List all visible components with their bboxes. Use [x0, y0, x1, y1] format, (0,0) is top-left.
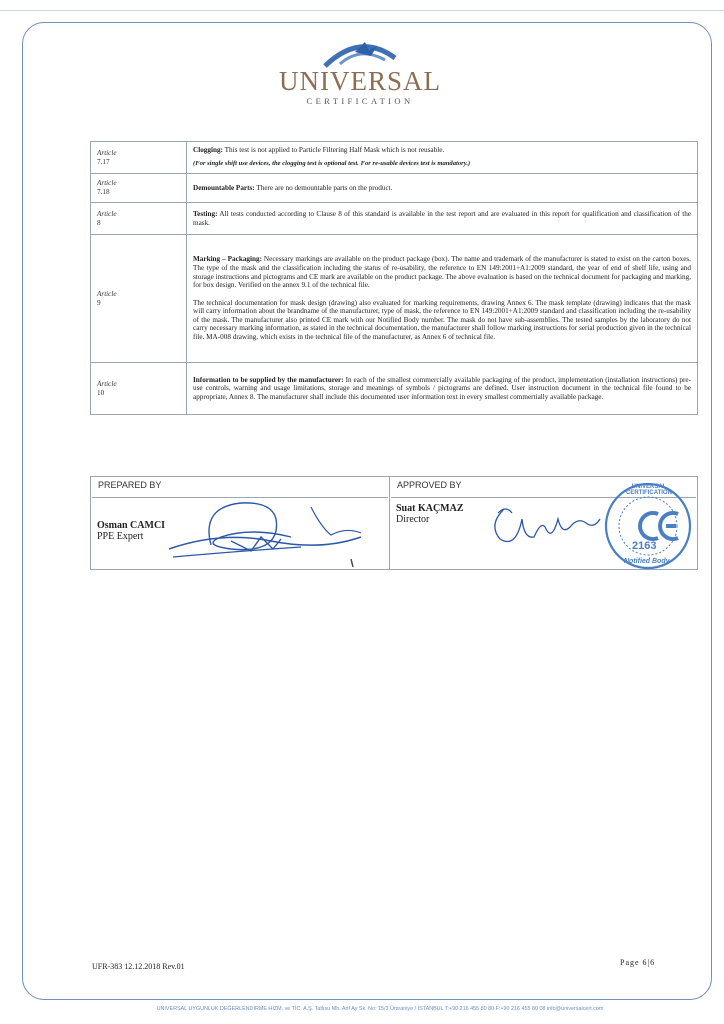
article-body: All tests conducted according to Clause 8 of this standard is available in the test report and are evaluated in this report for qualification and classification of the mask.: [193, 209, 691, 227]
article-title: Testing:: [193, 209, 218, 218]
prepared-label: PREPARED BY: [92, 478, 388, 498]
article-title: Clogging:: [193, 146, 223, 155]
article-word: Article: [97, 148, 117, 157]
prepared-signature: [161, 497, 371, 569]
stamp-bottom-text: Notified Body: [624, 558, 670, 565]
article-text: [187, 174, 698, 203]
article-label: [91, 203, 187, 235]
article-body-2: The technical documentation for mask design (drawing) also evaluated for marking requirements, drawing Annex 6. The mask template (drawing) indicates that the mask will carry information about the brandname of the manufacturer, type of mask, the reference to EN 149:2001+A1:2009 standard and classification including the re-usability of the mask. The manufacturer also printed CE mark with our Notified Body number. The mask do not have sub-assemblies. The tested samples by the laboratory do not carry necessary marking information, as stated in the technical documentation, the manufacturer shall follow marking instructions for serial production given in the technical file. MA-008 drawing, which exists in the technical file of the manufacturer, as Annex 6 of technical file.: [193, 298, 691, 342]
page-number: Page 6|6: [620, 958, 656, 967]
article-title: Marking – Packaging:: [193, 255, 262, 264]
article-body: In each of the smallest commercially available packaging of the product, implementation (installation instructions) pre-use controls, warning and usage limitations, storage and meanings of symbols / pictograms are defined. User instruction document in the technical file found to be appropriate, Annex 8. The manufacturer shall include this documented user information text in every smallest commertially available package.: [193, 375, 691, 401]
document-reference: UFR-383 12.12.2018 Rev.01: [92, 962, 185, 971]
table-row: [91, 142, 698, 174]
company-address: UNIVERSAL UYGUNLUK DEĞERLENDİRME HİZM. ve TİC. A.Ş. Tatlısu Mh. Arif Ay Sk. No: 15/3 Ümraniye / İSTANBUL T:+90 216 455 80 80 F:+90 216 455 80 08 info@universalcert.com: [156, 1006, 604, 1012]
approved-name: Suat KAÇMAZ: [396, 503, 464, 514]
article-note: (For single shift use devices, the clogging test is optional test. For re-usable devices test is mandatory.): [193, 160, 471, 167]
table-row: [91, 235, 698, 363]
article-word: Article: [97, 289, 117, 298]
articles-table: [90, 141, 698, 415]
article-label: [91, 142, 187, 174]
approved-role: Director: [396, 514, 430, 525]
logo-brand: UNIVERSAL: [279, 66, 441, 96]
article-word: Article: [97, 209, 117, 218]
article-body: Necessary markings are available on the product package (box). The name and trademark of the manufacturer is stated to exist on the carton boxes. The type of the mask and the classification including the status of re-usability, the reference to EN 149:2001+A1:2009 standard, the year of end of shelf life, using and storage instructions and pictograms and CE mark are available on the product package. The above evaluation is based on the technical document for packaging and marking, for box design. Verified on the annex 9.1 of the technical file.: [193, 255, 691, 290]
stamp-number: 2163: [632, 540, 657, 552]
prepared-role: PPE Expert: [97, 531, 144, 542]
article-body: There are no demountable parts on the product.: [254, 183, 393, 192]
article-title: Information to be supplied by the manufacturer:: [193, 375, 344, 384]
approved-cell: [390, 477, 698, 570]
approved-label: APPROVED BY: [391, 478, 696, 498]
prepared-name: Osman CAMCI: [97, 520, 166, 531]
article-text: [187, 203, 698, 235]
table-row: [91, 174, 698, 203]
top-rule: [0, 10, 724, 11]
stamp-top-text: UNIVERSAL CERTIFICATION: [626, 484, 672, 496]
table-row: [91, 203, 698, 235]
article-label: [91, 174, 187, 203]
article-number: 9: [97, 298, 101, 307]
article-word: Article: [97, 179, 117, 188]
article-number: 10: [97, 388, 105, 397]
article-number: 8: [97, 218, 101, 227]
company-logo: [250, 38, 470, 118]
article-text: [187, 142, 698, 174]
article-body: This test is not applied to Particle Filtering Half Mask which is not reusable.: [222, 146, 445, 155]
logo-sub: CERTIFICATION: [306, 96, 414, 106]
table-row: [91, 363, 698, 415]
prepared-cell: [91, 477, 390, 570]
article-title: Demountable Parts:: [193, 183, 255, 192]
article-number: 7.18: [97, 188, 110, 196]
article-number: 7.17: [97, 157, 110, 166]
article-text: [187, 235, 698, 363]
approved-signature: [482, 499, 602, 549]
globe-arc-icon: [315, 38, 405, 68]
article-text: [187, 363, 698, 415]
article-word: Article: [97, 379, 117, 388]
article-label: [91, 363, 187, 415]
notified-body-stamp: [598, 480, 698, 572]
article-label: [91, 235, 187, 363]
signature-table: [90, 476, 698, 570]
